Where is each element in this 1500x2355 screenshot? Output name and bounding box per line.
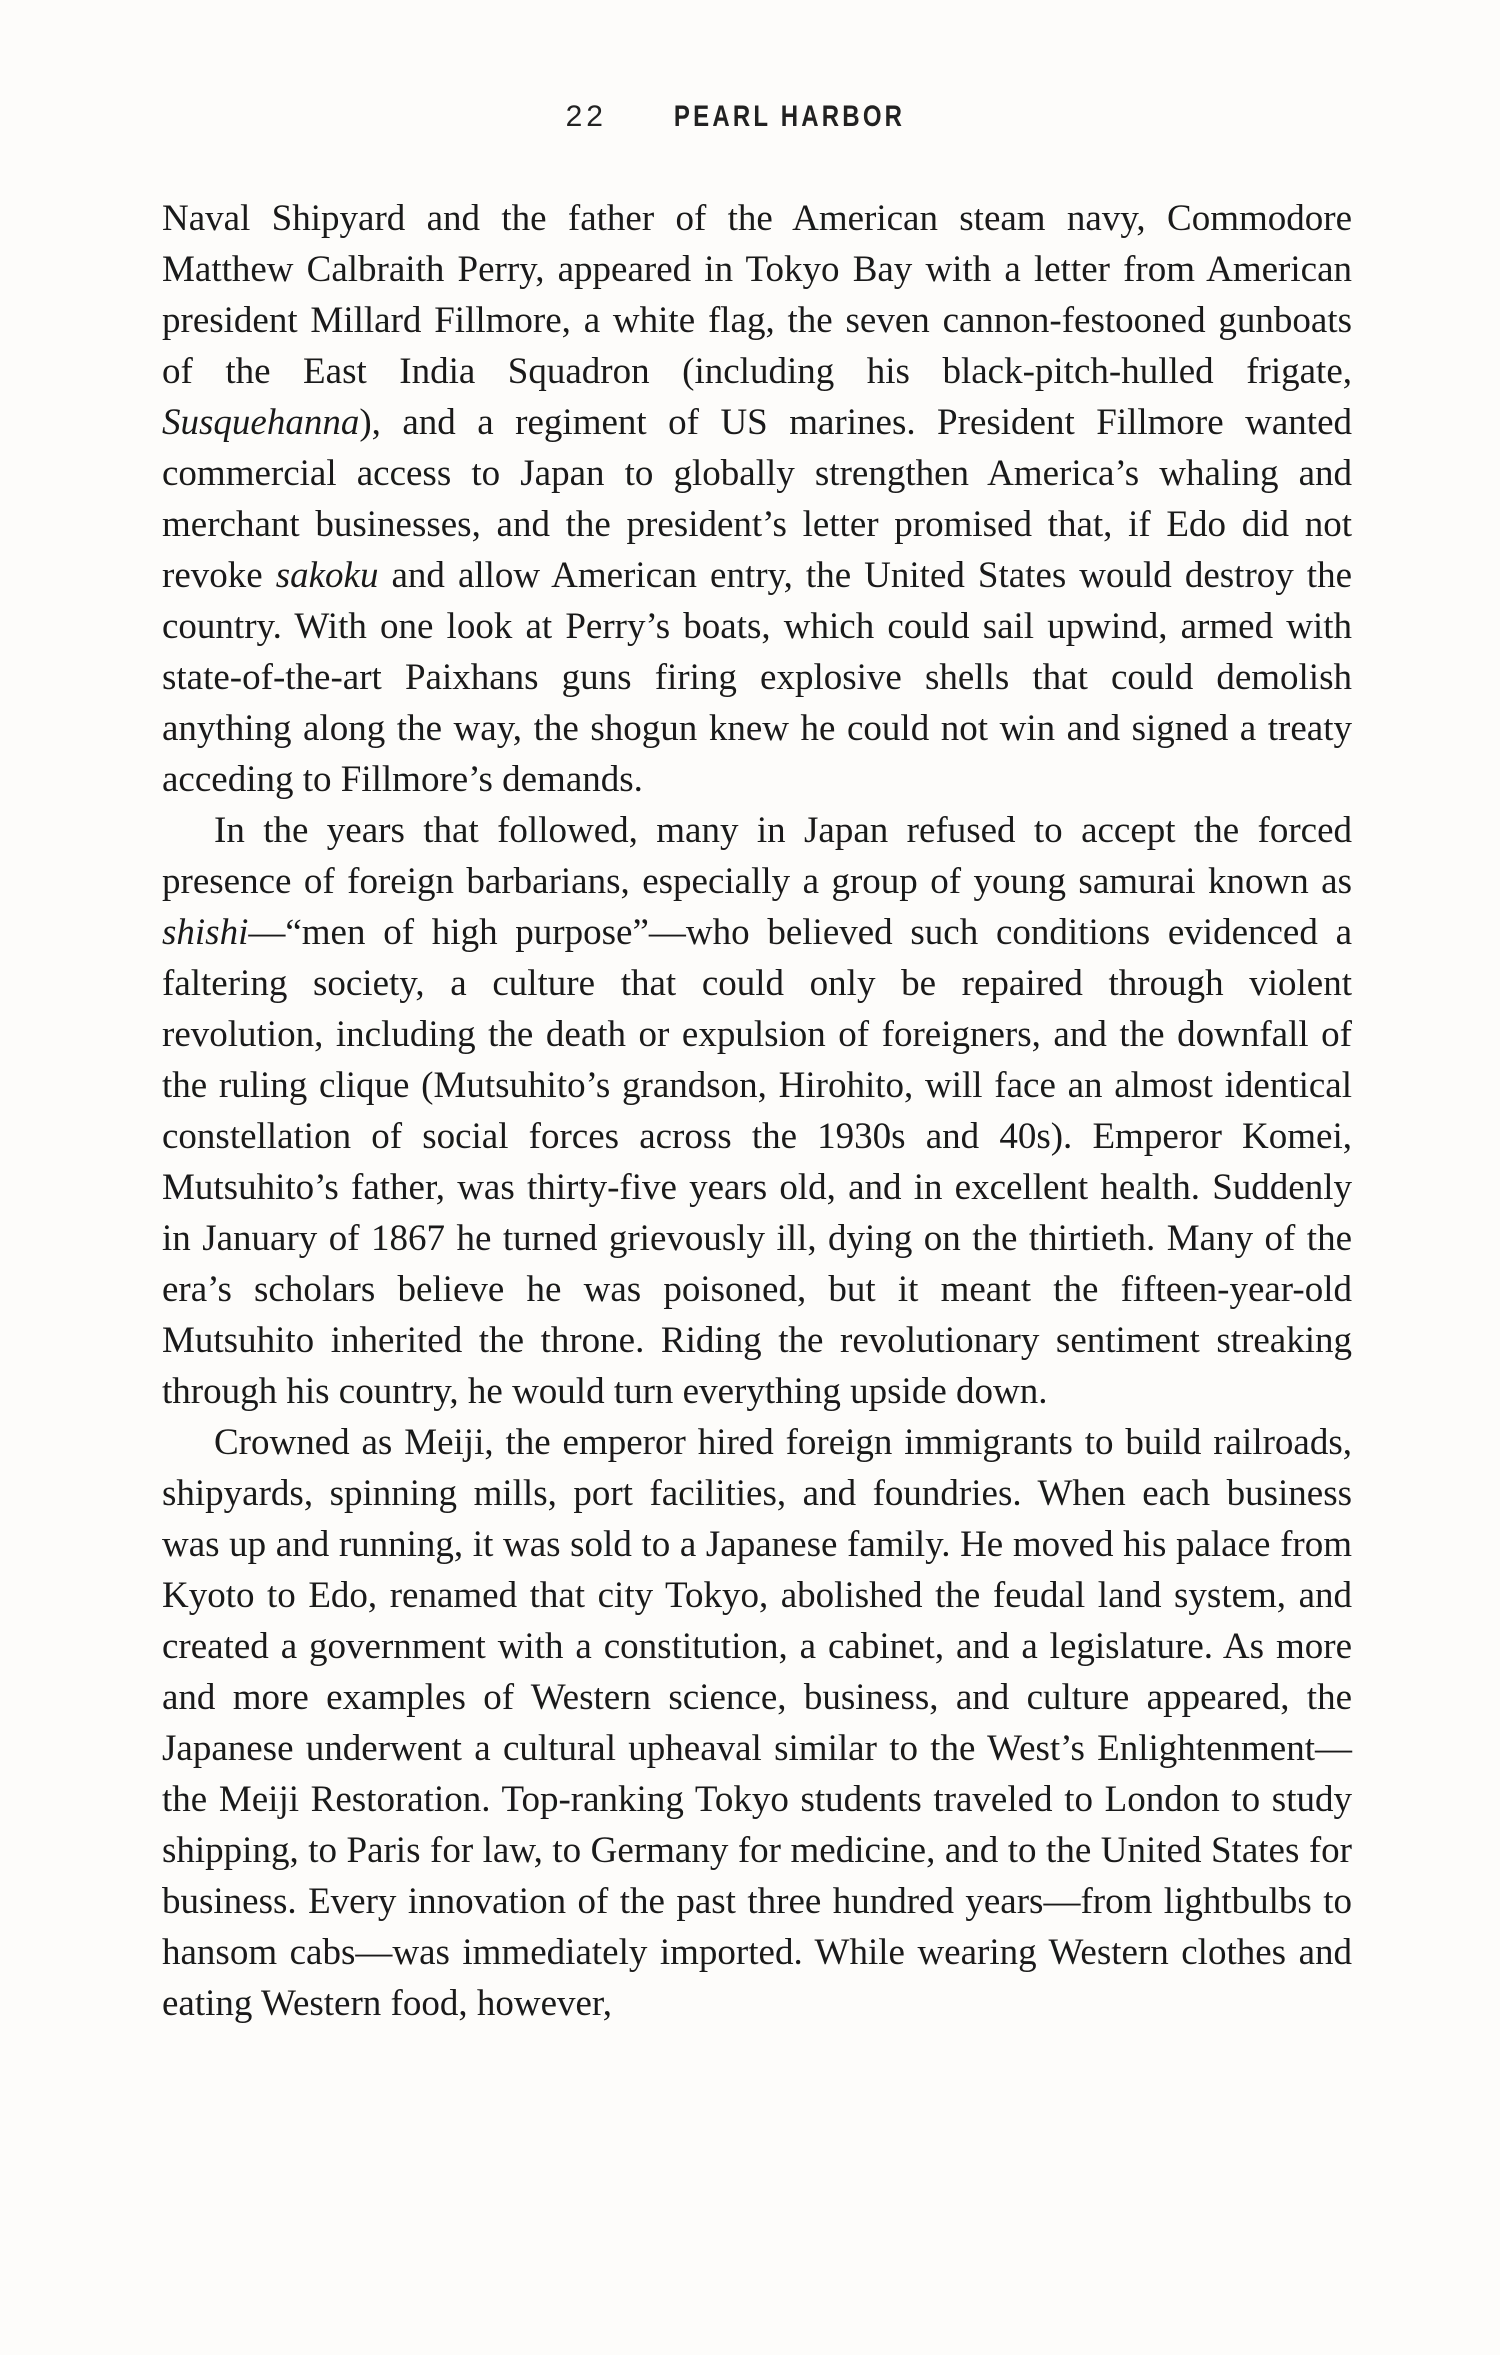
book-title: PEARL HARBOR (674, 100, 906, 133)
italic-term-susquehanna: Susquehanna (162, 402, 360, 443)
text-segment: ), and a regiment of US marines. President Fillmore wanted commercial access to Japan to globally strengthen America’s whaling and merchant businesses, and the president’s letter promised that, if Edo did not revoke (162, 402, 1352, 596)
body-text (162, 193, 1352, 2029)
text-segment: Crowned as Meiji, the emperor hired foreign immigrants to build railroads, shipyards, spinning mills, port facilities, and foundries. When each business was up and running, it was sold to a Japanese family. He moved his palace from Kyoto to Edo, renamed that city Tokyo, abolished the feudal land system, and created a government with a constitution, a cabinet, and a legislature. As more and more examples of Western science, business, and culture appeared, the Japanese underwent a cultural upheaval similar to the West’s Enlightenment—the Meiji Restoration. Top-ranking Tokyo students traveled to London to study shipping, to Paris for law, to Germany for medicine, and to the United States for business. Every innovation of the past three hundred years—from lightbulbs to hansom cabs—was immediately imported. While wearing Western clothes and eating Western food, however, (162, 1422, 1352, 2024)
paragraph-1 (162, 193, 1352, 805)
italic-term-sakoku: sakoku (275, 555, 379, 596)
text-segment: In the years that followed, many in Japan refused to accept the forced presence of foreign barbarians, especially a group of young samurai known as (162, 810, 1352, 902)
text-segment: Naval Shipyard and the father of the American steam navy, Commodore Matthew Calbraith Perry, appeared in Tokyo Bay with a letter from American president Millard Fillmore, a white flag, the seven cannon-festooned gunboats of the East India Squadron (including his black-pitch-hulled frigate, (162, 198, 1352, 392)
text-segment: and allow American entry, the United States would destroy the country. With one look at Perry’s boats, which could sail upwind, armed with state-of-the-art Paixhans guns firing explosive shells that could demolish anything along the way, the shogun knew he could not win and signed a treaty acceding to Fillmore’s demands. (162, 555, 1352, 800)
paragraph-2 (162, 805, 1352, 1417)
running-head (0, 100, 1500, 134)
paragraph-3 (162, 1417, 1352, 2029)
italic-term-shishi: shishi (162, 912, 249, 953)
page-number: 22 (565, 100, 607, 133)
text-segment: —“men of high purpose”—who believed such conditions evidenced a faltering society, a culture that could only be repaired through violent revolution, including the death or expulsion of foreigners, and the downfall of the ruling clique (Mutsuhito’s grandson, Hirohito, will face an almost identical constellation of social forces across the 1930s and 40s). Emperor Komei, Mutsuhito’s father, was thirty-five years old, and in excellent health. Suddenly in January of 1867 he turned grievously ill, dying on the thirtieth. Many of the era’s scholars believe he was poisoned, but it meant the fifteen-year-old Mutsuhito inherited the throne. Riding the revolutionary sentiment streaking through his country, he would turn everything upside down. (162, 912, 1352, 1412)
